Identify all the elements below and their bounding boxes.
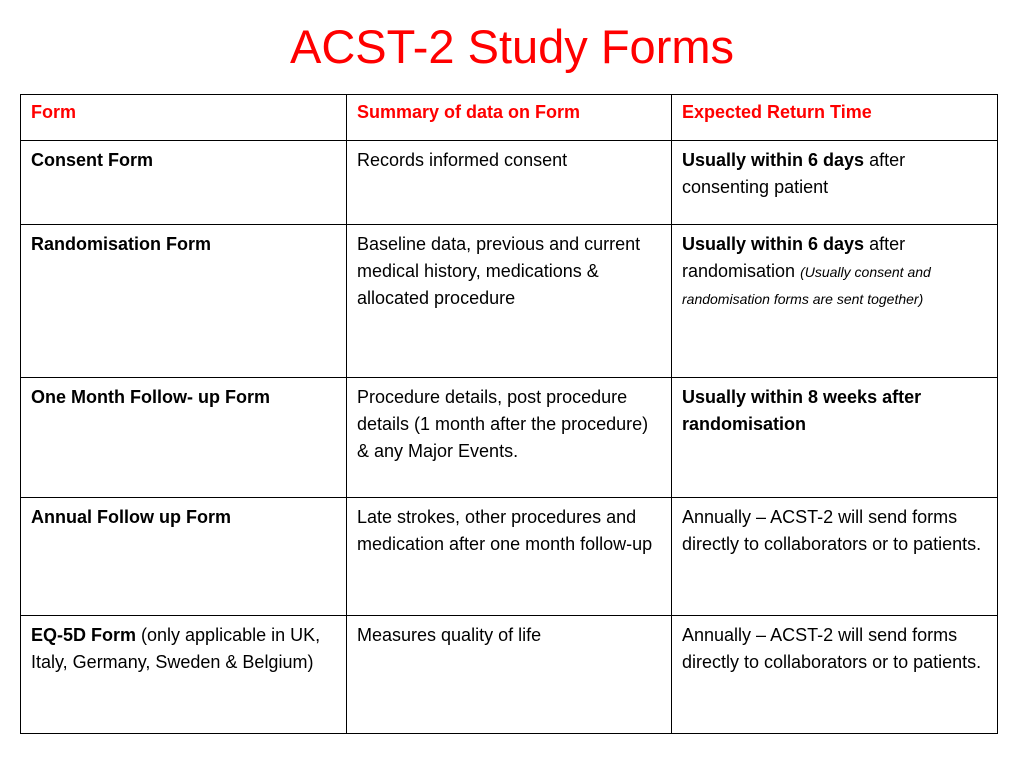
- cell-form: [21, 225, 347, 378]
- cell-summary: Records informed consent: [347, 141, 672, 225]
- return-text: Annually – ACST-2 will send forms directly to collaborators or to patients.: [682, 625, 982, 672]
- header-form: Form: [21, 95, 347, 141]
- header-summary: Summary of data on Form: [347, 95, 672, 141]
- table-row: [21, 225, 998, 378]
- cell-return-time: [672, 378, 998, 498]
- cell-form: [21, 616, 347, 734]
- table-row: [21, 141, 998, 225]
- cell-form: [21, 498, 347, 616]
- cell-form: [21, 141, 347, 225]
- return-bold: Usually within 6 days: [682, 234, 865, 254]
- return-text: after randomisation: [682, 234, 906, 281]
- form-name: One Month Follow- up Form: [31, 387, 270, 407]
- table-row: [21, 616, 998, 734]
- cell-return-time: [672, 498, 998, 616]
- table-row: [21, 498, 998, 616]
- cell-form: [21, 378, 347, 498]
- cell-return-time: [672, 225, 998, 378]
- cell-summary: Late strokes, other procedures and medication after one month follow-up: [347, 498, 672, 616]
- cell-summary: Procedure details, post procedure details (1 month after the procedure) & any Major Events.: [347, 378, 672, 498]
- form-extra: (only applicable in UK, Italy, Germany, Sweden & Belgium): [31, 625, 321, 672]
- form-name: Consent Form: [31, 150, 154, 170]
- header-return-time: Expected Return Time: [672, 95, 998, 141]
- cell-return-time: [672, 616, 998, 734]
- return-text: after consenting patient: [682, 150, 906, 197]
- cell-summary: Measures quality of life: [347, 616, 672, 734]
- page-title: ACST-2 Study Forms: [290, 20, 734, 73]
- form-name: Randomisation Form: [31, 234, 212, 254]
- table-header-row: [21, 95, 998, 141]
- table-row: [21, 378, 998, 498]
- cell-summary: Baseline data, previous and current medical history, medications & allocated procedure: [347, 225, 672, 378]
- return-text: Annually – ACST-2 will send forms directly to collaborators or to patients.: [682, 507, 982, 554]
- return-note: (Usually consent and randomisation forms are sent together): [682, 264, 931, 307]
- form-name: Annual Follow up Form: [31, 507, 231, 527]
- forms-table: [20, 94, 998, 734]
- cell-return-time: [672, 141, 998, 225]
- return-bold: Usually within 8 weeks after randomisation: [682, 387, 922, 434]
- form-name: EQ-5D Form: [31, 625, 137, 645]
- return-bold: Usually within 6 days: [682, 150, 865, 170]
